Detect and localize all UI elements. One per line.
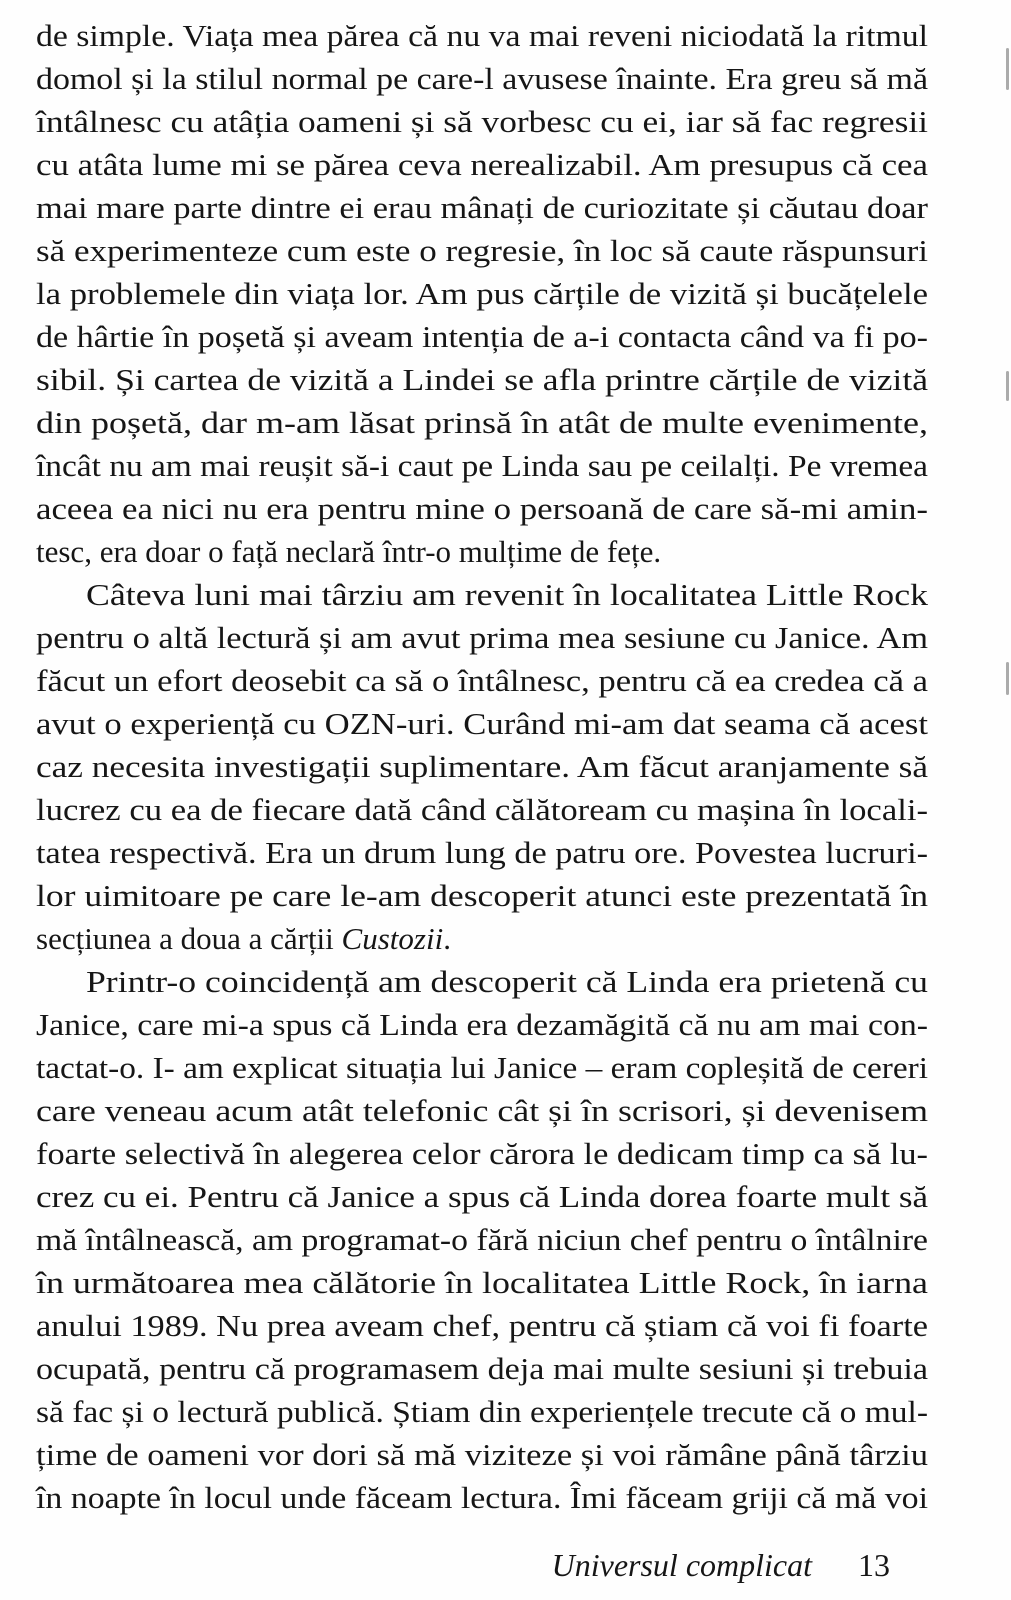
body-line: crez cu ei. Pentru că Janice a spus că Linda dorea foarte mult să — [36, 1179, 928, 1214]
scan-artifact — [1006, 371, 1009, 401]
body-line: de hârtie în poșetă și aveam intenția de a-i contacta când va fi po- — [36, 319, 929, 354]
body-line: să fac și o lectură publică. Știam din experiențele trecute că o mul- — [36, 1394, 928, 1429]
body-line: tactat-o. I- am explicat situația lui Janice – eram copleșită de cereri — [36, 1050, 928, 1085]
body-line: din poșetă, dar m-am lăsat prinsă în atât de multe evenimente, — [36, 405, 928, 440]
body-line: Câteva luni mai târziu am revenit în localitatea Little Rock — [86, 577, 928, 612]
body-line: făcut un efort deosebit ca să o întâlnesc, pentru că ea credea că a — [36, 663, 928, 698]
body-line: lor uimitoare pe care le-am descoperit atunci este prezentată în — [36, 878, 928, 913]
body-line: Janice, care mi-a spus că Linda era dezamăgită că nu am mai con- — [36, 1007, 928, 1042]
body-line: sibil. Și cartea de vizită a Lindei se afla printre cărțile de vizită — [36, 362, 929, 397]
body-line: întâlnesc cu atâția oameni și să vorbesc cu ei, iar să fac regresii — [36, 104, 928, 139]
body-line: în noapte în locul unde făceam lectura. Îmi făceam griji că mă voi — [36, 1480, 928, 1515]
body-line: țime de oameni vor dori să mă viziteze și voi rămâne până târziu — [36, 1437, 928, 1472]
body-line: pentru o altă lectură și am avut prima mea sesiune cu Janice. Am — [36, 620, 929, 655]
page-number: 13 — [858, 1547, 890, 1583]
body-line: lucrez cu ea de fiecare dată când călătoream cu mașina în locali- — [36, 792, 929, 827]
body-line: Printr-o coincidență am descoperit că Linda era prietenă cu — [86, 964, 928, 999]
body-line: secțiunea a doua a cărții Custozii. — [36, 921, 451, 956]
page-footer — [36, 1543, 928, 1587]
body-line: aceea ea nici nu era pentru mine o persoană de care să-mi amin- — [36, 491, 929, 526]
body-line: de simple. Viața mea părea că nu va mai reveni niciodată la ritmul — [36, 18, 928, 53]
body-line: foarte selectivă în alegerea celor cărora le dedicam timp ca să lu- — [36, 1136, 928, 1171]
body-line: caz necesita investigații suplimentare. Am făcut aranjamente să — [36, 749, 929, 784]
body-line: tesc, era doar o față neclară într-o mulțime de fețe. — [36, 534, 662, 569]
body-line: în următoarea mea călătorie în localitatea Little Rock, în iarna — [36, 1265, 928, 1300]
scan-artifact — [1006, 662, 1009, 695]
body-text — [36, 14, 928, 1519]
scan-artifact — [1006, 48, 1009, 90]
running-title: Universul complicat — [551, 1547, 812, 1583]
body-line: mă întâlnească, am programat-o fără niciun chef pentru o întâlnire — [36, 1222, 928, 1257]
body-line: anului 1989. Nu prea aveam chef, pentru că știam că voi fi foarte — [36, 1308, 928, 1343]
body-line: încât nu am mai reușit să-i caut pe Linda sau pe ceilalți. Pe vremea — [36, 448, 928, 483]
body-line: să experimenteze cum este o regresie, în loc să caute răspunsuri — [36, 233, 928, 268]
body-line: mai mare parte dintre ei erau mânați de curiozitate și căutau doar — [36, 190, 929, 225]
body-line: avut o experiență cu OZN-uri. Curând mi-am dat seama că acest — [36, 706, 928, 741]
body-line: cu atâta lume mi se părea ceva nerealizabil. Am presupus că cea — [36, 147, 928, 182]
body-line: la problemele din viața lor. Am pus cărțile de vizită și bucățelele — [36, 276, 929, 311]
body-line: tatea respectivă. Era un drum lung de patru ore. Povestea lucruri- — [36, 835, 928, 870]
body-line: ocupată, pentru că programasem deja mai multe sesiuni și trebuia — [36, 1351, 928, 1386]
body-line: care veneau acum atât telefonic cât și în scrisori, și devenisem — [36, 1093, 928, 1128]
body-line: domol și la stilul normal pe care-l avusese înainte. Era greu să mă — [36, 61, 929, 96]
